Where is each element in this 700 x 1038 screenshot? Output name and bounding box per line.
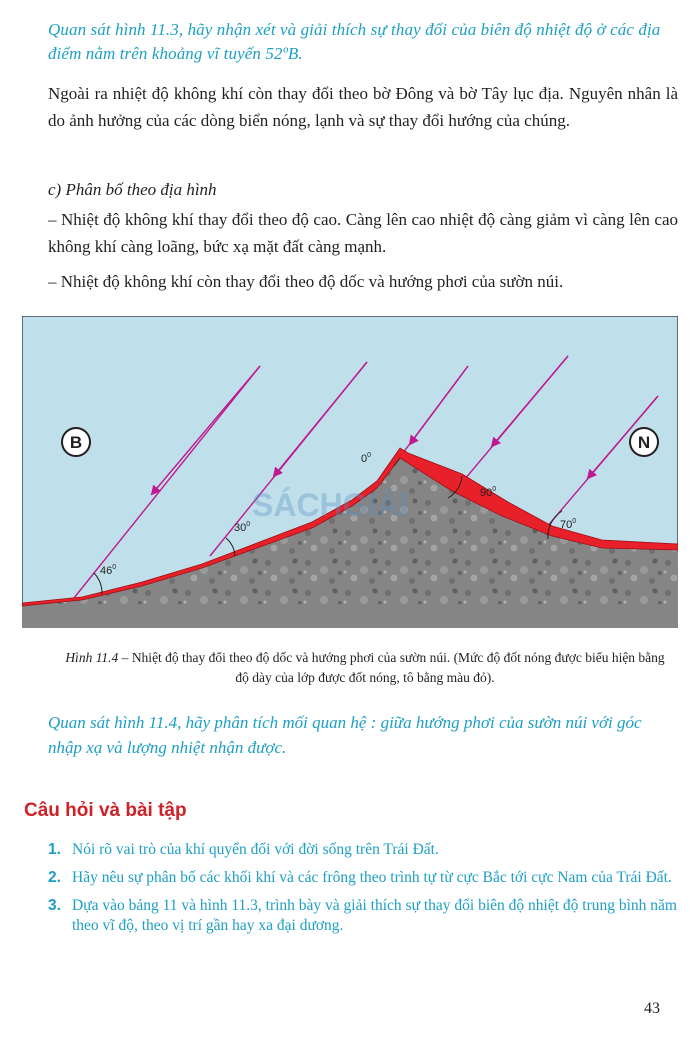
exercise-text: Nói rõ vai trò của khí quyển đối với đời sống trên Trái Đất. — [72, 841, 439, 858]
bullet-altitude: – Nhiệt độ không khí thay đổi theo độ cao. Càng lên cao nhiệt độ càng giảm vì càng lên cao không khí càng loãng, bức xạ mặt đất càng mạnh. — [48, 210, 678, 256]
exercise-item — [48, 868, 678, 888]
svg-text:B: B — [69, 433, 83, 452]
bullet-slope: – Nhiệt độ không khí còn thay đổi theo độ dốc và hướng phơi của sườn núi. — [48, 272, 564, 291]
exercises-heading: Câu hỏi và bài tập — [24, 800, 187, 821]
angle-30-label: $30^0$ — [234, 521, 251, 534]
exercise-text: Dựa vào bảng 11 và hình 11.3, trình bày và giải thích sự thay đổi biên độ nhiệt độ trung bình năm theo vĩ độ, theo vị trí gần hay xa đại dương. — [72, 897, 677, 934]
exercise-item — [48, 896, 678, 936]
slope-heating-diagram — [22, 316, 678, 628]
exercise-number: 2. — [48, 869, 61, 886]
exercise-list — [48, 840, 678, 944]
angle-70-label: $70^0$ — [560, 518, 577, 531]
caption-text: Nhiệt độ thay đổi theo độ dốc và hướng phơi của sườn núi. (Mức độ đốt nóng được biểu hiện bằng độ dày của lớp được đốt nóng, tô bằng màu đỏ). — [128, 650, 665, 685]
exercise-number: 3. — [48, 897, 61, 914]
page-number: 43 — [644, 1000, 660, 1017]
south-circle-label — [630, 428, 658, 456]
watermark: SÁCHGIẢI — [252, 487, 409, 523]
exercise-text: Hãy nêu sự phân bố các khối khí và các frông theo trình tự từ cực Bắc tới cực Nam của Trái Đất. — [72, 869, 672, 886]
subheading-terrain: c) Phân bố theo địa hình — [48, 180, 217, 199]
exercise-item — [48, 840, 678, 860]
observe-question-11-4: Quan sát hình 11.4, hãy phân tích mối quan hệ : giữa hướng phơi của sườn núi với góc nhập xạ và lượng nhiệt nhận được. — [48, 713, 642, 757]
north-circle-label — [62, 428, 90, 456]
angle-90-label: $90^0$ — [480, 486, 497, 499]
angle-0-label: $0^0$ — [361, 452, 372, 465]
observe-question-11-3: Quan sát hình 11.3, hãy nhận xét và giải thích sự thay đổi của biên độ nhiệt độ ở các địa điểm nằm trên khoảng vĩ tuyến 52ºB. — [48, 20, 661, 63]
exercise-number: 1. — [48, 841, 61, 858]
angle-46-label: $46^0$ — [100, 564, 117, 577]
paragraph-coast-effect: Ngoài ra nhiệt độ không khí còn thay đổi theo bờ Đông và bờ Tây lục địa. Nguyên nhân là do ảnh hưởng của các dòng biển nóng, lạnh và sự thay đổi hướng của chúng. — [48, 84, 678, 130]
svg-text:N: N — [637, 433, 651, 452]
figure-caption — [60, 648, 670, 688]
caption-label: Hình 11.4 – — [65, 650, 129, 665]
figure-11-4 — [22, 316, 678, 628]
